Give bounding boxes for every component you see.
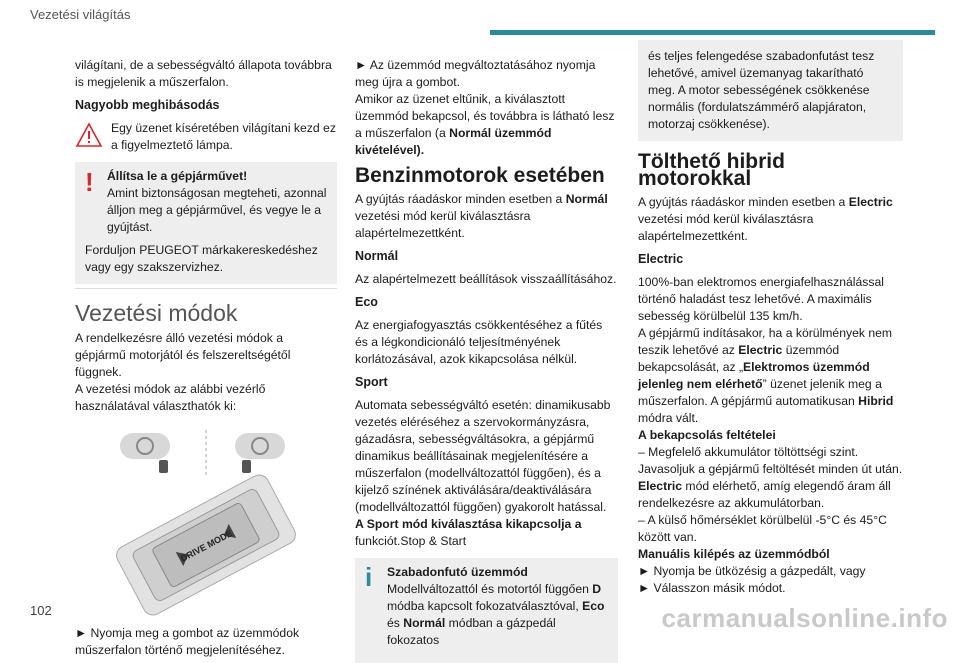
column-3 [638, 40, 903, 597]
info-title: Szabadonfutó üzemmód [387, 565, 528, 579]
running-header: Vezetési világítás [30, 7, 131, 22]
petrol-default-text: A gyújtás ráadáskor minden esetben a Normál vezetési mód kerül kiválasztásra alapértelmezettként. [355, 192, 608, 240]
exclamation-icon: ! [85, 167, 94, 197]
warning-lamp-row [75, 120, 337, 154]
modes-paragraph-1: A rendelkezésre álló vezetési módok a gépjármű motorjától és felszereltségétől függnek. [75, 331, 291, 379]
activation-conditions-heading: A bekapcsolás feltételei [638, 428, 776, 442]
eco-text: Az energiafogyasztás csökkentéséhez a fűtés és a légkondicionáló teljesítményének korlátozásával, azok kikapcsolása nélkül. [355, 318, 603, 366]
petrol-engines-heading: Benzinmotorok esetében [355, 164, 605, 187]
intro-line-1: világítani, de a sebességváltó állapota továbbra [75, 58, 332, 72]
intro-line-2: is megjelenik a műszerfalon. [75, 75, 229, 89]
exit-option-2: ► Válasszon másik módot. [638, 581, 786, 595]
column-1 [75, 57, 337, 659]
plugin-hybrid-heading: Tölthető hibrid motorokkal [638, 150, 785, 190]
sport-heading: Sport [355, 375, 388, 389]
alert-text-2: Forduljon PEUGEOT márkakereskedéshez vagy egy szakszervizhez. [85, 243, 318, 274]
section-heading-drive-modes: Vezetési módok [75, 288, 337, 322]
info-icon: i [365, 562, 373, 592]
watermark: carmanualsonline.info [661, 603, 948, 633]
condition-1: – Megfelelő akkumulátor töltöttségi szint. [638, 445, 859, 459]
freewheel-continued-text: és teljes felengedése szabadonfutást tesz lehetővé, amivel üzemanyag takarítható meg. A motor sebességének csökkenése normális (fordulatszámmérő alapjáraton, motorzaj csökkenése). [648, 49, 875, 131]
press-button-text: ► Nyomja meg a gombot az üzemmódok műszerfalon történő megjelenítéséhez. [75, 626, 300, 657]
electric-paragraph-1: 100%-ban elektromos energiafelhasználással történő haladást tesz lehetővé. A maximális sebesség körülbelül 135 km/h. [638, 275, 884, 323]
page-number: 102 [30, 603, 52, 618]
sport-stop-start-text: funkciót.Stop & Start [355, 534, 467, 548]
condition-3: Electric mód elérhető, amíg elegendő áram áll rendelkezésre az akkumulátorban. [638, 479, 891, 510]
manual-exit-heading: Manuális kilépés az üzemmódból [638, 547, 830, 561]
info-text: Modellváltozattól és motortól függően D módba kapcsolt fokozatválasztóval, Eco és Normál módban a gázpedál fokozatos [387, 582, 605, 647]
stop-vehicle-alert-box [75, 162, 337, 284]
steering-wheel-icon-left [120, 433, 170, 473]
modes-paragraph-2: A vezetési módok az alábbi vezérlő használatával választhatók ki: [75, 382, 266, 413]
drive-mode-button [113, 472, 299, 619]
drive-mode-control-illustration [75, 415, 337, 625]
normal-heading: Normál [355, 249, 399, 263]
eco-heading: Eco [355, 295, 378, 309]
sport-bold-text: A Sport mód kiválasztása kikapcsolja a [355, 517, 582, 531]
exit-option-1: ► Nyomja be ütközésig a gázpedált, vagy [638, 564, 866, 578]
major-failure-heading: Nagyobb meghibásodás [75, 98, 220, 112]
column-2 [355, 57, 618, 663]
steering-wheel-icon-right [235, 433, 285, 473]
electric-heading: Electric [638, 252, 684, 266]
electric-paragraph-2: A gépjármű indításakor, ha a körülmények nem teszik lehetővé az Electric üzemmód bekapcsolását, az „Elektromos üzemmód jelenleg nem elérhető” üzenet jelenik meg a műszerfalon. A gépjármű automatikusan Hibrid módra vált. [638, 326, 894, 425]
sport-text: Automata sebességváltó esetén: dinamikusabb vezetés eléréséhez a szervokormányzásra, gázadásra, sebességváltásokra, a gépjármű dinamikus beállításainak megjelenítésére a műszerfalon (modellváltozattól függően), és a kijelző színének aktiválására/deaktiválására (modellváltozattól függően) gyakorolt hatással. [355, 398, 611, 514]
drive-mode-label: DRIVE MODE [178, 528, 234, 564]
major-failure-text: Egy üzenet kíséretében világítani kezd ez a figyelmeztető lámpa. [111, 121, 336, 152]
freewheel-info-box [355, 558, 618, 663]
condition-2: Javasoljuk a gépjármű feltöltését minden út után. [638, 462, 903, 476]
hybrid-default-text: A gyújtás ráadáskor minden esetben a Electric vezetési mód kerül kiválasztásra alapértelmezettként. [638, 195, 893, 243]
alert-text: Amint biztonságosan megteheti, azonnal álljon meg a gépjárművel, és vegye le a gyújtást. [107, 186, 327, 234]
condition-4: – A külső hőmérséklet körülbelül -5°C és 45°C között van. [638, 513, 887, 544]
normal-text: Az alapértelmezett beállítások visszaállításához. [355, 272, 617, 286]
freewheel-continued-box [638, 40, 903, 141]
header-accent-bar [490, 30, 935, 35]
change-mode-text: ► Az üzemmód megváltoztatásához nyomja meg újra a gombot. [355, 58, 596, 89]
warning-triangle-icon [75, 122, 103, 148]
drive-mode-switch-figure [75, 415, 337, 625]
message-disappears-text: Amikor az üzenet eltűnik, a kiválasztott üzemmód bekapcsol, és továbbra is látható lesz a műszerfalon (a Normál üzemmód kivételével). [355, 92, 615, 157]
alert-title: Állítsa le a gépjárművet! [107, 169, 248, 183]
